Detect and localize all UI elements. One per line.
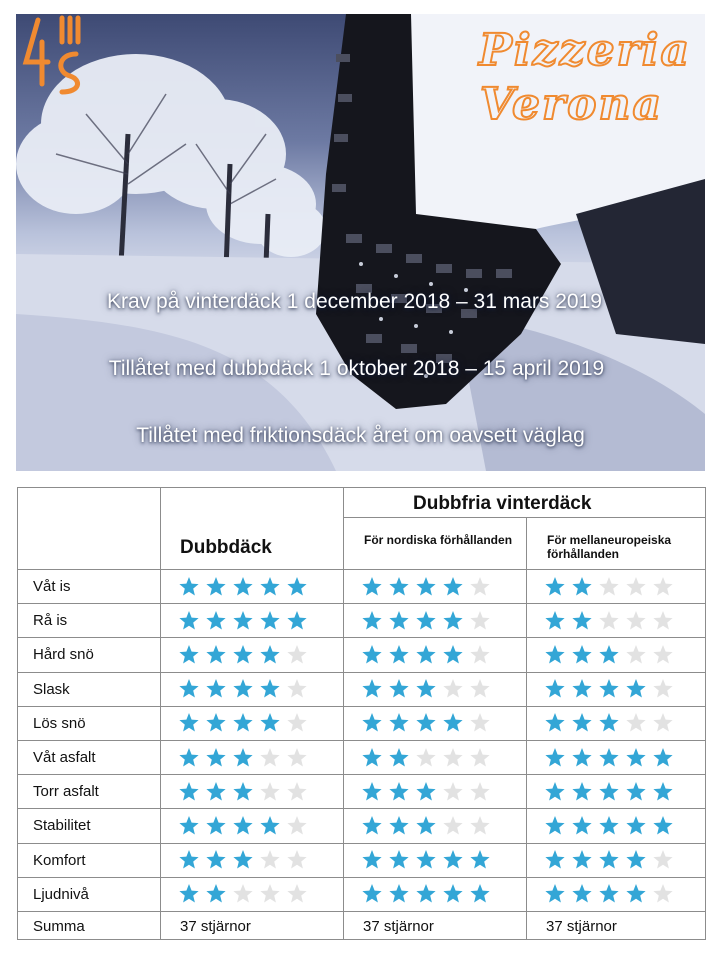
row-label: Stabilitet: [33, 817, 91, 835]
star-icon: [259, 678, 281, 699]
star-icon: [232, 883, 254, 904]
star-icon: [205, 883, 227, 904]
column-divider: [526, 517, 527, 939]
star-icon: [571, 781, 593, 802]
star-icon: [625, 849, 647, 870]
star-icon: [652, 644, 674, 665]
star-icon: [544, 815, 566, 836]
star-icon: [415, 712, 437, 733]
star-icon: [598, 712, 620, 733]
star-rating-central-european: [544, 644, 674, 665]
star-icon: [361, 883, 383, 904]
star-icon: [571, 712, 593, 733]
column-header-nordic: För nordiska förhållanden: [364, 533, 513, 547]
star-rating-studded: [178, 883, 308, 904]
star-icon: [625, 747, 647, 768]
star-icon: [652, 712, 674, 733]
star-icon: [361, 849, 383, 870]
restaurant-name: [479, 24, 691, 132]
star-icon: [625, 678, 647, 699]
star-icon: [571, 610, 593, 631]
star-icon: [652, 610, 674, 631]
row-divider: [17, 603, 706, 604]
star-rating-nordic: [361, 747, 491, 768]
star-rating-nordic: [361, 815, 491, 836]
star-icon: [571, 747, 593, 768]
star-icon: [598, 815, 620, 836]
row-label: Ljudnivå: [33, 885, 89, 903]
star-icon: [442, 883, 464, 904]
star-icon: [178, 576, 200, 597]
star-icon: [286, 849, 308, 870]
star-icon: [388, 610, 410, 631]
column-header-studded: Dubbdäck: [180, 537, 272, 558]
star-rating-central-european: [544, 849, 674, 870]
sum-nordic: 37 stjärnor: [363, 918, 434, 935]
friction-tire-text: Tillåtet med friktionsdäck året om oavsett väglag: [136, 424, 585, 447]
star-icon: [388, 849, 410, 870]
studded-tire-period-text: Tillåtet med dubbdäck 1 oktober 2018 – 15 april 2019: [108, 357, 605, 380]
star-icon: [415, 781, 437, 802]
star-rating-central-european: [544, 747, 674, 768]
row-divider: [17, 569, 706, 570]
star-icon: [178, 712, 200, 733]
star-icon: [178, 815, 200, 836]
star-icon: [598, 883, 620, 904]
star-rating-nordic: [361, 576, 491, 597]
star-icon: [652, 781, 674, 802]
star-icon: [598, 610, 620, 631]
star-icon: [388, 712, 410, 733]
star-icon: [625, 815, 647, 836]
star-icon: [178, 781, 200, 802]
star-icon: [205, 781, 227, 802]
star-icon: [286, 747, 308, 768]
star-icon: [388, 576, 410, 597]
star-icon: [178, 883, 200, 904]
star-icon: [571, 815, 593, 836]
column-divider: [343, 487, 344, 939]
star-icon: [415, 576, 437, 597]
star-icon: [469, 747, 491, 768]
star-icon: [361, 781, 383, 802]
star-icon: [286, 815, 308, 836]
row-divider: [17, 774, 706, 775]
star-icon: [571, 849, 593, 870]
row-divider: [17, 843, 706, 844]
row-divider: [17, 911, 706, 912]
star-icon: [469, 678, 491, 699]
star-icon: [652, 747, 674, 768]
star-rating-studded: [178, 610, 308, 631]
star-rating-nordic: [361, 678, 491, 699]
star-icon: [598, 576, 620, 597]
star-icon: [205, 747, 227, 768]
brand-line-2: Verona: [479, 79, 663, 130]
tire-comparison-table: [17, 487, 706, 939]
star-icon: [415, 849, 437, 870]
star-rating-nordic: [361, 849, 491, 870]
star-icon: [232, 747, 254, 768]
star-icon: [598, 781, 620, 802]
star-icon: [469, 644, 491, 665]
star-icon: [442, 849, 464, 870]
table-border-top: [17, 487, 706, 488]
star-rating-studded: [178, 815, 308, 836]
star-icon: [388, 678, 410, 699]
star-icon: [205, 576, 227, 597]
star-icon: [544, 678, 566, 699]
star-icon: [286, 678, 308, 699]
brand-line-1: Pizzeria: [478, 25, 691, 76]
star-icon: [232, 576, 254, 597]
star-icon: [259, 815, 281, 836]
star-icon: [469, 610, 491, 631]
star-icon: [232, 678, 254, 699]
star-icon: [259, 849, 281, 870]
star-icon: [625, 576, 647, 597]
star-icon: [205, 712, 227, 733]
star-icon: [625, 644, 647, 665]
star-icon: [442, 610, 464, 631]
table-border-left: [17, 487, 18, 939]
star-icon: [205, 678, 227, 699]
star-rating-studded: [178, 576, 308, 597]
star-rating-studded: [178, 712, 308, 733]
fork-and-spoon-logo: [18, 14, 90, 96]
star-icon: [571, 678, 593, 699]
star-icon: [571, 883, 593, 904]
star-icon: [415, 883, 437, 904]
star-icon: [544, 576, 566, 597]
star-icon: [232, 644, 254, 665]
row-label: Torr asfalt: [33, 783, 99, 801]
star-icon: [259, 883, 281, 904]
star-icon: [415, 747, 437, 768]
star-rating-nordic: [361, 644, 491, 665]
star-icon: [544, 712, 566, 733]
star-rating-nordic: [361, 781, 491, 802]
star-icon: [571, 576, 593, 597]
row-label: Komfort: [33, 851, 86, 869]
star-icon: [178, 849, 200, 870]
star-icon: [544, 883, 566, 904]
star-icon: [361, 712, 383, 733]
star-icon: [415, 815, 437, 836]
star-rating-nordic: [361, 610, 491, 631]
star-rating-studded: [178, 747, 308, 768]
star-icon: [178, 644, 200, 665]
star-icon: [232, 610, 254, 631]
star-icon: [652, 576, 674, 597]
star-icon: [178, 747, 200, 768]
row-divider: [17, 808, 706, 809]
star-icon: [652, 815, 674, 836]
star-icon: [361, 815, 383, 836]
star-icon: [469, 883, 491, 904]
star-icon: [652, 883, 674, 904]
star-icon: [598, 849, 620, 870]
row-label: Lös snö: [33, 714, 86, 732]
row-label: Våt is: [33, 578, 71, 595]
row-label: Slask: [33, 680, 70, 698]
star-icon: [388, 747, 410, 768]
star-icon: [232, 712, 254, 733]
sum-studded: 37 stjärnor: [180, 918, 251, 935]
star-icon: [286, 644, 308, 665]
star-rating-central-european: [544, 781, 674, 802]
star-icon: [442, 576, 464, 597]
star-icon: [259, 610, 281, 631]
star-icon: [178, 678, 200, 699]
star-icon: [286, 610, 308, 631]
column-header-central-european: För mellaneuropeiska förhållanden: [547, 533, 672, 561]
star-rating-nordic: [361, 712, 491, 733]
row-label: Rå is: [33, 612, 68, 630]
star-icon: [544, 644, 566, 665]
star-rating-central-european: [544, 883, 674, 904]
star-icon: [232, 849, 254, 870]
star-icon: [625, 781, 647, 802]
sum-label: Summa: [33, 918, 85, 935]
star-icon: [442, 747, 464, 768]
star-icon: [469, 849, 491, 870]
star-icon: [598, 747, 620, 768]
sum-central-european: 37 stjärnor: [546, 918, 617, 935]
row-divider: [17, 672, 706, 673]
star-icon: [259, 747, 281, 768]
star-icon: [361, 678, 383, 699]
winter-tire-requirement-text: Krav på vinterdäck 1 december 2018 – 31 mars 2019: [107, 290, 602, 313]
column-divider: [160, 487, 161, 939]
star-icon: [286, 883, 308, 904]
star-icon: [598, 678, 620, 699]
star-icon: [442, 678, 464, 699]
star-icon: [544, 610, 566, 631]
star-icon: [259, 644, 281, 665]
star-icon: [625, 610, 647, 631]
star-icon: [205, 849, 227, 870]
table-border-bottom: [17, 939, 706, 940]
row-divider: [17, 637, 706, 638]
star-rating-studded: [178, 678, 308, 699]
star-icon: [361, 610, 383, 631]
star-icon: [205, 610, 227, 631]
star-icon: [259, 712, 281, 733]
star-icon: [625, 883, 647, 904]
star-icon: [388, 815, 410, 836]
star-rating-studded: [178, 781, 308, 802]
row-label: Hård snö: [33, 646, 94, 664]
winter-tire-photo: [16, 14, 705, 471]
star-icon: [571, 644, 593, 665]
star-icon: [469, 576, 491, 597]
star-icon: [415, 610, 437, 631]
star-icon: [625, 712, 647, 733]
star-rating-central-european: [544, 576, 674, 597]
star-icon: [442, 815, 464, 836]
star-icon: [442, 781, 464, 802]
star-icon: [469, 815, 491, 836]
star-icon: [415, 678, 437, 699]
star-icon: [652, 849, 674, 870]
star-icon: [259, 781, 281, 802]
star-rating-nordic: [361, 883, 491, 904]
star-icon: [469, 781, 491, 802]
star-rating-studded: [178, 644, 308, 665]
star-icon: [232, 781, 254, 802]
star-rating-central-european: [544, 678, 674, 699]
star-icon: [388, 781, 410, 802]
star-rating-central-european: [544, 712, 674, 733]
star-icon: [469, 712, 491, 733]
star-icon: [598, 644, 620, 665]
star-icon: [361, 747, 383, 768]
row-divider: [17, 706, 706, 707]
star-icon: [286, 712, 308, 733]
star-rating-studded: [178, 849, 308, 870]
star-icon: [178, 610, 200, 631]
row-divider: [17, 740, 706, 741]
row-divider: [17, 877, 706, 878]
star-icon: [442, 644, 464, 665]
star-icon: [259, 576, 281, 597]
star-icon: [232, 815, 254, 836]
star-icon: [544, 849, 566, 870]
star-icon: [361, 576, 383, 597]
star-icon: [286, 576, 308, 597]
star-icon: [544, 781, 566, 802]
star-icon: [415, 644, 437, 665]
star-icon: [286, 781, 308, 802]
star-icon: [652, 678, 674, 699]
star-icon: [205, 644, 227, 665]
star-rating-central-european: [544, 610, 674, 631]
row-label: Våt asfalt: [33, 749, 96, 766]
star-icon: [442, 712, 464, 733]
star-icon: [388, 644, 410, 665]
star-icon: [388, 883, 410, 904]
star-rating-central-european: [544, 815, 674, 836]
star-icon: [205, 815, 227, 836]
star-icon: [361, 644, 383, 665]
group-header-divider: [343, 517, 706, 518]
group-header-studless: Dubbfria vinterdäck: [413, 493, 592, 514]
star-icon: [544, 747, 566, 768]
